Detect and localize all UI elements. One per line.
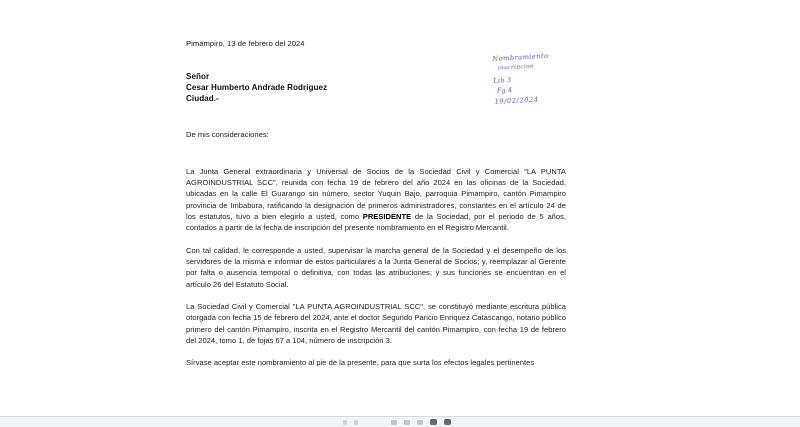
addressee-city: Ciudad.- bbox=[186, 94, 219, 104]
paragraph-incorporation: La Sociedad Civil y Comercial "LA PUNTA AGROINDUSTRIAL SCC", se constituyó mediante escritura pública otorgada con fecha 15 de febrero del 2024, ante el doctor Segundo Paricio Enriquez Catascango, notario público primero del cantón Pimampiro, inscrita en el Registro Mercantil del cantón Pimampiro, con fecha 19 de febrero del 2024, tomo 1, de fojas 67 a 104, número de inscripción 3. bbox=[186, 302, 566, 346]
toolbar-left-group[interactable] bbox=[343, 420, 365, 425]
handwritten-line-5: 19/02/2024 bbox=[494, 95, 539, 107]
handwritten-line-3: Lib 3 bbox=[493, 76, 512, 86]
addressee-block bbox=[186, 71, 566, 105]
paragraph-duties: Con tal calidad, le corresponde a usted, supervisar la marcha general de la Sociedad y el desempeño de los servidores de la misma e informar de estos particulares a la Junta General de Socios; y, reemplazar al Gerente por falta o ausencia temporal o definitiva, con todas las atribuciones; y sus funciones se encuentran en el artículo 26 del Estatuto Social. bbox=[186, 245, 566, 289]
pdf-viewer-toolbar[interactable] bbox=[0, 416, 800, 427]
download-icon[interactable] bbox=[430, 419, 437, 425]
paragraph-acceptance: Sírvase aceptar este nombramiento al pie de la presente, para que surta los efectos legales pertinentes bbox=[186, 358, 535, 368]
salutation: De mis consideraciones: bbox=[186, 129, 269, 139]
handwritten-line-4: Fg 4 bbox=[496, 86, 513, 95]
addressee-name: Cesar Humberto Andrade Rodriguez bbox=[186, 83, 328, 93]
page-previous-icon[interactable] bbox=[343, 420, 347, 425]
page-next-icon[interactable] bbox=[354, 420, 358, 425]
addressee-title: Señor bbox=[186, 72, 210, 81]
paragraph-appointment-part2: de la Sociedad, por el periodo de 5 años, contados a partir de la fecha de inscripción del presente nombramiento en el Registro Mercantil. bbox=[186, 211, 567, 233]
appointed-role: PRESIDENTE bbox=[362, 211, 412, 221]
document-text-body bbox=[186, 38, 566, 369]
toolbar-right-group[interactable] bbox=[391, 419, 458, 425]
zoom-out-icon[interactable] bbox=[391, 420, 397, 425]
handwritten-line-1: Nombramiento bbox=[492, 51, 549, 63]
handwritten-line-2: inscripcion bbox=[497, 63, 535, 72]
date-line: Pimampiro, 13 de febrero del 2024 bbox=[186, 39, 305, 48]
print-icon[interactable] bbox=[444, 419, 451, 425]
zoom-in-icon[interactable] bbox=[404, 420, 410, 425]
paragraph-appointment-part1: La Junta General extraordinaria y Universal de Socios de la Sociedad Civil y Comercial "LA PUNTA AGROINDUSTRIAL SCC", reunida con fecha 19 de febrero del año 2024 en las oficinas de la Sociedad, ubicadas en la calle El Guarango sin número, sector Yuquin Bajo, parroquia Pimampiro, cantón Pimampiro provincia de Imbabura, ratificando la designación de primeros administradores, constantes en el artículo 24 de los estatutos, tuvo a bien elegirlo a usted, como bbox=[186, 166, 566, 221]
fit-page-icon[interactable] bbox=[417, 420, 423, 425]
paragraph-appointment bbox=[186, 166, 566, 234]
